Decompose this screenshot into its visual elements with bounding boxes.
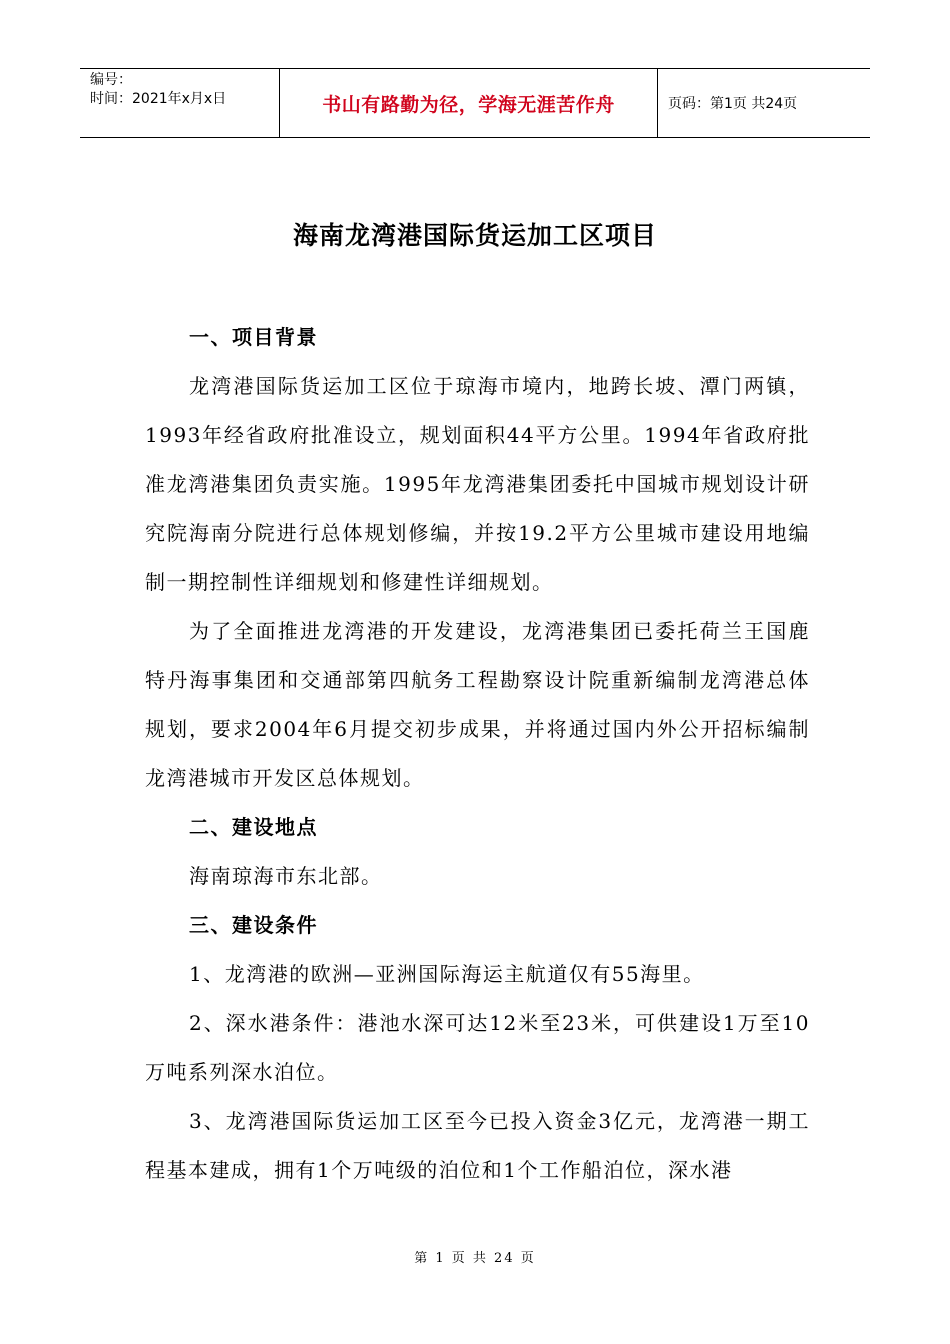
section-heading-conditions: 三、建设条件 (189, 913, 318, 937)
section-heading-location: 二、建设地点 (189, 815, 318, 839)
paragraph: 3、龙湾港国际货运加工区至今已投入资金3亿元，龙湾港一期工程基本建成，拥有1个万吨级的泊位和1个工作船泊位，深水港 (145, 1109, 810, 1182)
document-number-label: 编号： (90, 72, 132, 88)
paragraph: 龙湾港国际货运加工区位于琼海市境内，地跨长坡、潭门两镇，1993年经省政府批准设立，规划面积44平方公里。1994年省政府批准龙湾港集团负责实施。1995年龙湾港集团委托中国城市规划设计研究院海南分院进行总体规划修编，并按19.2平方公里城市建设用地编制一期控制性详细规划和修建性详细规划。 (145, 374, 810, 594)
document-title: 海南龙湾港国际货运加工区项目 (292, 221, 657, 250)
header-meta (80, 69, 280, 137)
page-footer: 第 1 页 共 24 页 (414, 1251, 536, 1266)
header-motto: 书山有路勤为径，学海无涯苦作舟 (280, 69, 658, 137)
document-body (145, 313, 810, 1195)
header-page-info: 页码：第1页 共24页 (668, 96, 798, 112)
page-header (80, 68, 870, 138)
paragraph: 为了全面推进龙湾港的开发建设，龙湾港集团已委托荷兰王国鹿特丹海事集团和交通部第四航务工程勘察设计院重新编制龙湾港总体规划，要求2004年6月提交初步成果，并将通过国内外公开招标编制龙湾港城市开发区总体规划。 (145, 619, 810, 790)
paragraph: 1、龙湾港的欧洲—亚洲国际海运主航道仅有55海里。 (189, 962, 705, 986)
paragraph: 海南琼海市东北部。 (189, 864, 383, 888)
document-date: 时间：2021年x月x日 (90, 91, 227, 107)
section-heading-background: 一、项目背景 (189, 325, 318, 349)
paragraph: 2、深水港条件：港池水深可达12米至23米，可供建设1万至10万吨系列深水泊位。 (145, 1011, 810, 1084)
